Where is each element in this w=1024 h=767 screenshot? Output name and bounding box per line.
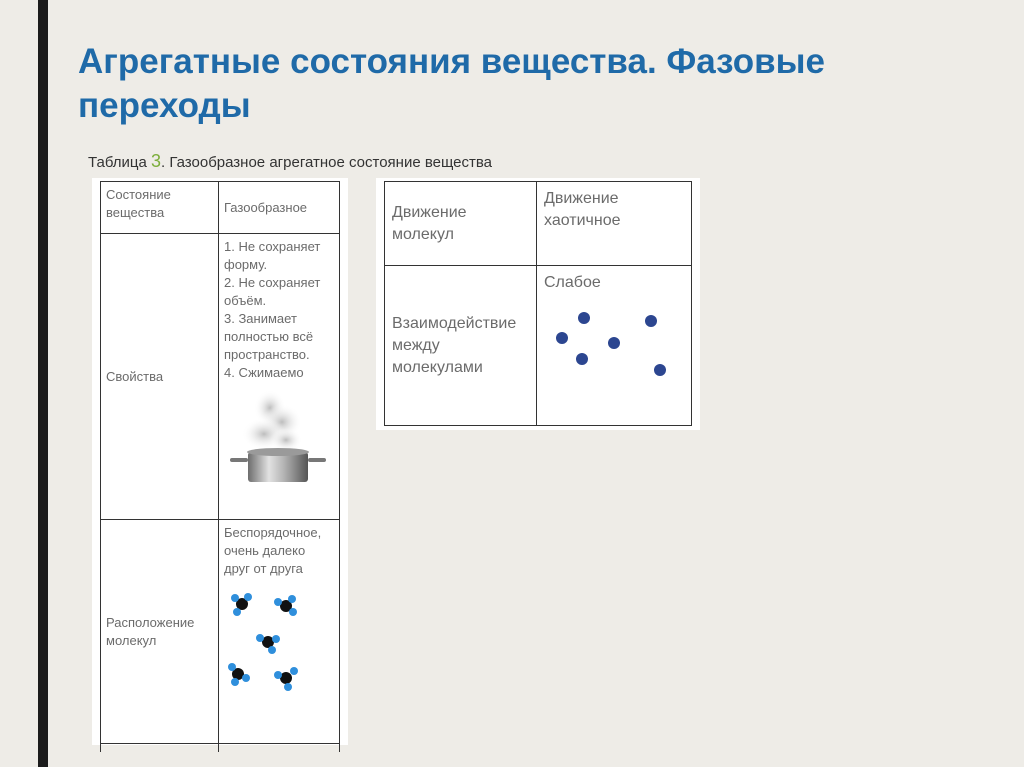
interaction-value-cell: [537, 266, 692, 426]
motion-label-cell: Движение молекул: [385, 182, 537, 266]
molecule-dot: [645, 315, 657, 327]
molecular-motion-table-grid: [384, 181, 692, 426]
molecule-dot: [556, 332, 568, 344]
slide-title: Агрегатные состояния вещества. Фазовые переходы: [78, 42, 825, 125]
motion-value-cell: Движение хаотичное: [537, 182, 692, 266]
table-row: [101, 744, 340, 753]
caption-number: 3: [151, 151, 162, 171]
molecule: [274, 667, 298, 691]
molecule: [274, 595, 297, 616]
property-item: 1. Не сохраняет форму.: [224, 239, 321, 272]
table-row: [385, 266, 692, 426]
gas-state-table-grid: [100, 181, 340, 752]
boiling-pot-image: [224, 390, 334, 486]
gas-molecules-image: [224, 586, 314, 706]
molecular-motion-table: [376, 178, 700, 430]
molecule: [231, 593, 252, 616]
molecule-dot: [576, 353, 588, 365]
table-row: [101, 234, 340, 520]
molecule: [228, 663, 250, 686]
table-row: [385, 182, 692, 266]
arrangement-text: Беспорядочное, очень далеко друг от друга: [224, 525, 322, 576]
gas-state-table: [92, 178, 348, 745]
state-label-cell: Состояние вещества: [101, 182, 219, 234]
property-item: 2. Не сохраняет объём.: [224, 275, 321, 308]
molecule-dot: [654, 364, 666, 376]
caption-text: . Газообразное агрегатное состояние вещества: [161, 154, 492, 171]
slide-side-bar: [38, 0, 48, 767]
caption-prefix: Таблица: [88, 154, 147, 171]
property-item: 4. Сжимаемо: [224, 365, 304, 380]
properties-label-cell: Свойства: [101, 234, 219, 520]
molecule-dot: [608, 337, 620, 349]
table-caption: [88, 151, 492, 172]
interaction-value: Слабое: [544, 274, 601, 291]
arrangement-value-cell: [219, 520, 340, 744]
interaction-label-cell: Взаимодействие между молекулами: [385, 266, 537, 426]
properties-value-cell: [219, 234, 340, 520]
molecule-dot: [578, 312, 590, 324]
property-item: 3. Занимает полностью всё пространство.: [224, 311, 314, 362]
state-value-cell: Газообразное: [219, 182, 340, 234]
table-row: [101, 182, 340, 234]
molecule-dots-image: [544, 298, 684, 378]
table-row: [101, 520, 340, 744]
molecule: [256, 634, 280, 654]
arrangement-label-cell: Расположение молекул: [101, 520, 219, 744]
